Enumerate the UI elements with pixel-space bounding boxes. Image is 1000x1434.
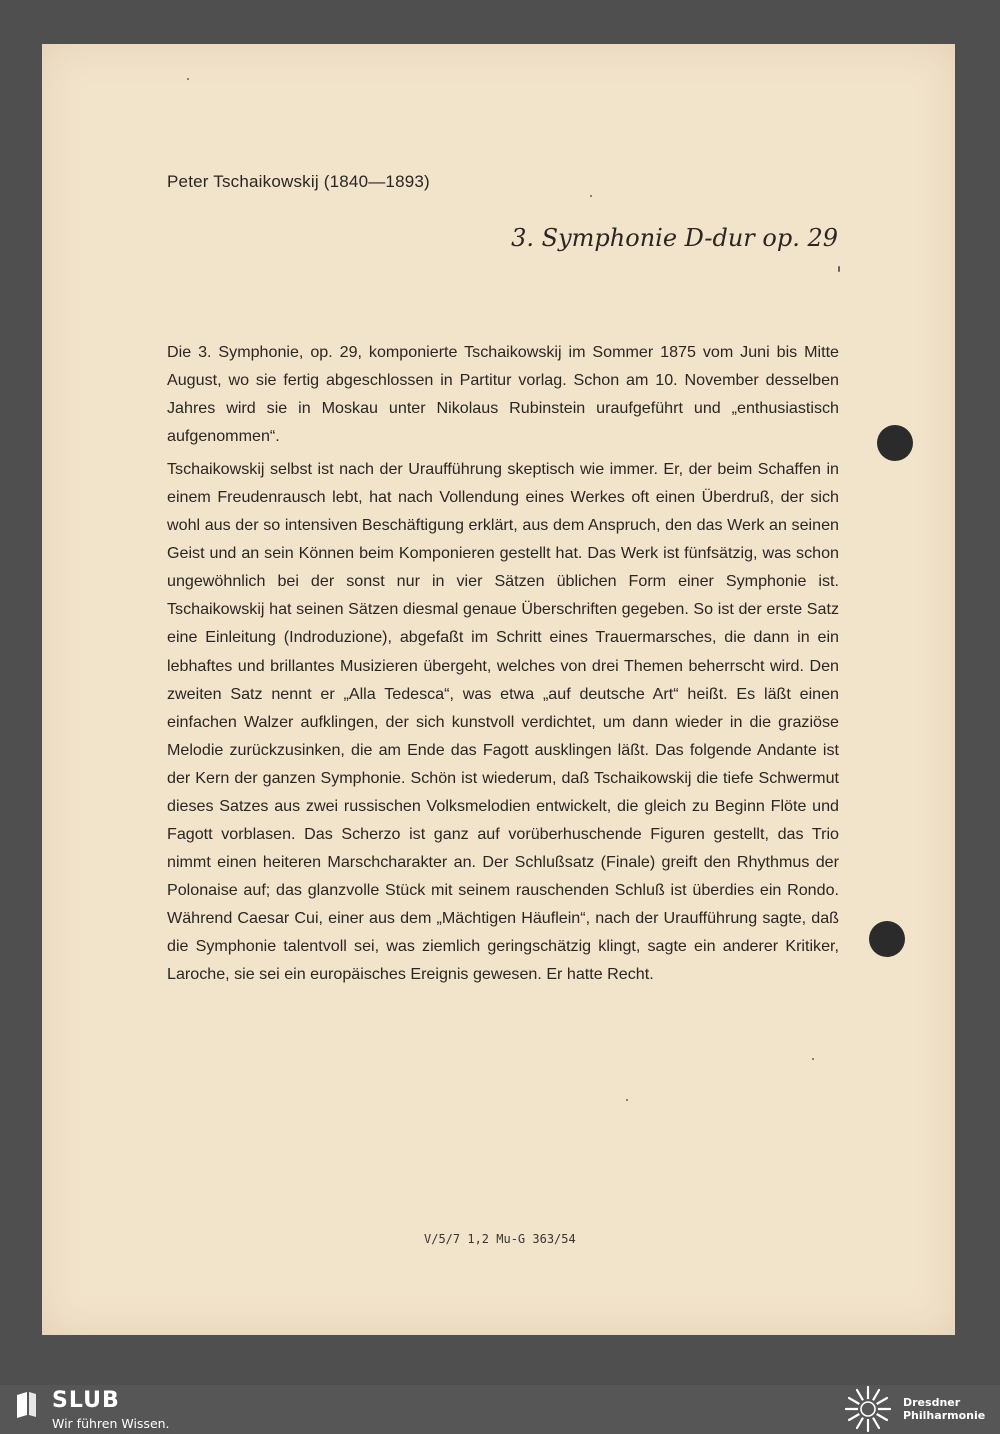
paper-speck [626,1099,628,1101]
document-page [42,44,955,1335]
punch-hole [869,921,905,957]
sunburst-icon [842,1385,894,1434]
paragraph: Die 3. Symphonie, op. 29, komponierte Tschaikowskij im Sommer 1875 vom Juni bis Mitte August, wo sie fertig abgeschlossen in Partitur vorlag. Schon am 10. November desselben Jahres wird sie in Moskau unter Nikolaus Rubinstein uraufgeführt und „enthusiastisch aufgenommen“. [167,343,839,446]
partner-name-line2: Philharmonie [903,1409,986,1422]
program-note-text [167,338,839,988]
footer-bar [0,1385,1000,1434]
print-code: V/5/7 1,2 Mu-G 363/54 [424,1232,576,1246]
paper-speck [590,195,592,197]
partner-name-line1: Dresdner [903,1396,961,1409]
paper-speck [187,78,189,80]
book-icon [14,1391,38,1419]
punch-hole [877,425,913,461]
paper-speck [812,1058,814,1060]
work-title: 3. Symphonie D-dur op. 29 [511,224,838,252]
paper-speck [838,266,840,272]
library-name: SLUB [52,1388,120,1413]
composer-heading: Peter Tschaikowskij (1840—1893) [167,172,430,191]
library-tagline: Wir führen Wissen. [52,1416,170,1431]
paragraph: Tschaikowskij selbst ist nach der Uraufführung skeptisch wie immer. Er, der beim Schaffen in einem Freudenrausch lebt, hat nach Vollendung eines Werkes oft einen Überdruß, der sich wohl aus der so intensiven Beschäftigung erklärt, aus dem Anspruch, den das Werk an seinen Geist und an sein Können beim Komponieren gestellt hat. Das Werk ist fünfsätzig, was schon ungewöhnlich bei der sonst nur in vier Sätzen üblichen Form einer Symphonie ist. Tschaikowskij hat seinen Sätzen diesmal genaue Überschriften gegeben. So ist der erste Satz eine Einleitung (Indroduzione), abgefaßt im Schritt eines Trauermarsches, die dann in ein lebhaftes und brillantes Musizieren übergeht, welches von drei Themen beherrscht wird. Den zweiten Satz nennt er „Alla Tedesca“, was etwa „auf deutsche Art“ heißt. Es läßt einen einfachen Walzer aufklingen, der sich kunstvoll verdichtet, um dann wieder in die graziöse Melodie zurückzusinken, die am Ende das Fagott ausklingen läßt. Das folgende Andante ist der Kern der ganzen Symphonie. Schön ist wiederum, daß Tschaikowskij die tiefe Schwermut dieses Satzes aus zwei russischen Volksmelodien entwickelt, die gleich zu Beginn Flöte und Fagott vorblasen. Das Scherzo ist ganz auf vorüberhuschende Figuren gestellt, das Trio nimmt einen heiteren Marschcharakter an. Der Schlußsatz (Finale) greift den Rhythmus der Polonaise auf; das glanzvolle Stück mit seinem rauschenden Schluß ist überdies ein Rondo. Während Caesar Cui, einer aus dem „Mächtigen Häuflein“, nach der Uraufführung sagte, daß die Symphonie talentvoll sei, was ziemlich geringschätzig klingt, sagte ein anderer Kritiker, Laroche, sie sei ein europäisches Ereignis gewesen. Er hatte Recht. [167,460,839,984]
partner-name [903,1396,985,1422]
